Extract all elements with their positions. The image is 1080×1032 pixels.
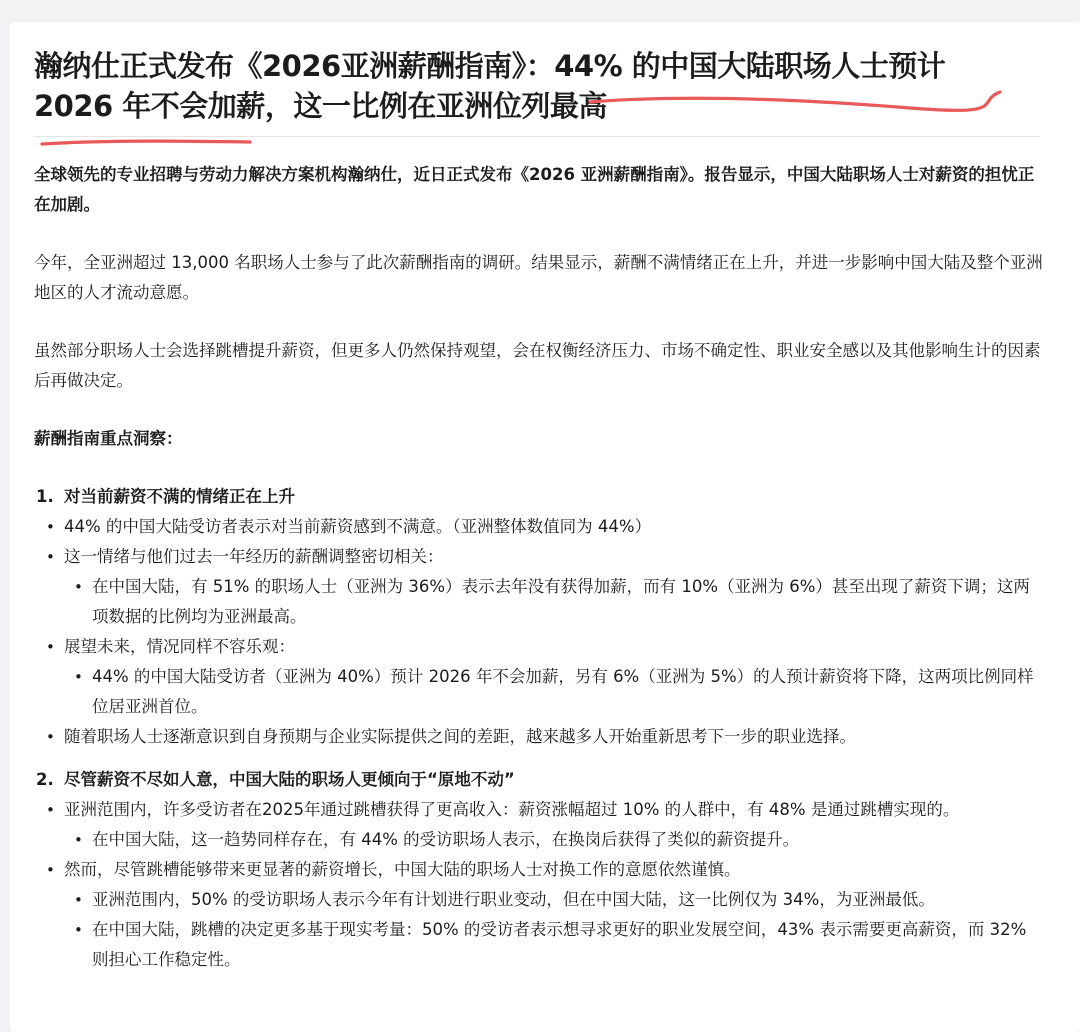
list-item: • 随着职场人士逐渐意识到自身预期与企业实际提供之间的差距，越来越多人开始重新思考下一步的职业选择。 [34, 722, 1044, 752]
title-highlight-1: 44% 的中国大陆职场人士预计 [554, 49, 946, 83]
bullet-icon: • [46, 861, 55, 879]
section-2-title: 尽管薪资不尽如人意，中国大陆的职场人更倾向于“原地不动” [64, 770, 515, 789]
list-item: • 亚洲范围内，许多受访者在2025年通过跳槽获得了更高收入：薪资涨幅超过 10% 的人群中，有 48% 是通过跳槽实现的。 [34, 795, 1044, 825]
bullet-icon: • [74, 668, 83, 686]
body-paragraph-1: 今年，全亚洲超过 13,000 名职场人士参与了此次薪酬指南的调研。结果显示，薪酬不满情绪正在上升，并进一步影响中国大陆及整个亚洲地区的人才流动意愿。 [34, 253, 1043, 302]
list-item: • 44% 的中国大陆受访者表示对当前薪资感到不满意。（亚洲整体数值同为 44%） [34, 512, 1044, 542]
section-1-number: 1. [36, 487, 54, 506]
section-2-list [34, 795, 1044, 975]
section-1-heading [34, 482, 1044, 512]
bullet-icon: • [74, 831, 83, 849]
title-part1: 瀚纳仕正式发布《2026亚洲薪酬指南》： [34, 49, 555, 83]
article-page [10, 22, 1080, 1032]
list-item: • 展望未来，情况同样不容乐观： [34, 632, 1044, 662]
list-item: • 亚洲范围内，50% 的受访职场人表示今年有计划进行职业变动，但在中国大陆，这一比例仅为 34%，为亚洲最低。 [34, 885, 1044, 915]
bullet-icon: • [46, 638, 55, 656]
bullet-icon: • [46, 518, 55, 536]
underline-stroke-2 [42, 141, 250, 144]
list-item: • 44% 的中国大陆受访者（亚洲为 40%）预计 2026 年不会加薪，另有 6%（亚洲为 5%）的人预计薪资将下降，这两项比例同样位居亚洲首位。 [34, 662, 1044, 722]
bullet-icon: • [74, 891, 83, 909]
bullet-icon: • [74, 921, 83, 939]
insights-heading: 薪酬指南重点洞察： [34, 429, 183, 448]
list-item: • 然而，尽管跳槽能够带来更显著的薪资增长，中国大陆的职场人士对换工作的意愿依然谨慎。 [34, 855, 1044, 885]
section-2-heading [34, 765, 1044, 795]
section-1-list [34, 512, 1044, 752]
section-2-number: 2. [36, 770, 54, 789]
list-item: • 在中国大陆，这一趋势同样存在，有 44% 的受访职场人表示，在换岗后获得了类似的薪资提升。 [34, 825, 1044, 855]
title-part2: ，这一比例在亚洲位列最高 [264, 89, 607, 123]
section-1-title: 对当前薪资不满的情绪正在上升 [64, 487, 295, 506]
title-divider [34, 136, 1040, 137]
bullet-icon: • [46, 728, 55, 746]
body-paragraph-2: 虽然部分职场人士会选择跳槽提升薪资，但更多人仍然保持观望，会在权衡经济压力、市场不确定性、职业安全感以及其他影响生计的因素后再做决定。 [34, 341, 1041, 390]
list-item: • 在中国大陆，跳槽的决定更多基于现实考量：50% 的受访者表示想寻求更好的职业发展空间，43% 表示需要更高薪资，而 32% 则担心工作稳定性。 [34, 915, 1044, 975]
list-item: • 这一情绪与他们过去一年经历的薪酬调整密切相关： [34, 542, 1044, 572]
title-highlight-2: 2026 年不会加薪 [34, 89, 265, 123]
article-body [34, 160, 1044, 975]
list-item: • 在中国大陆，有 51% 的职场人士（亚洲为 36%）表示去年没有获得加薪，而有 10%（亚洲为 6%）甚至出现了薪资下调；这两项数据的比例均为亚洲最高。 [34, 572, 1044, 632]
bullet-icon: • [74, 578, 83, 596]
bullet-icon: • [46, 548, 55, 566]
article-title [34, 46, 1044, 126]
bullet-icon: • [46, 801, 55, 819]
lead-paragraph: 全球领先的专业招聘与劳动力解决方案机构瀚纳仕，近日正式发布《2026 亚洲薪酬指南》。报告显示，中国大陆职场人士对薪资的担忧正在加剧。 [34, 165, 1035, 214]
